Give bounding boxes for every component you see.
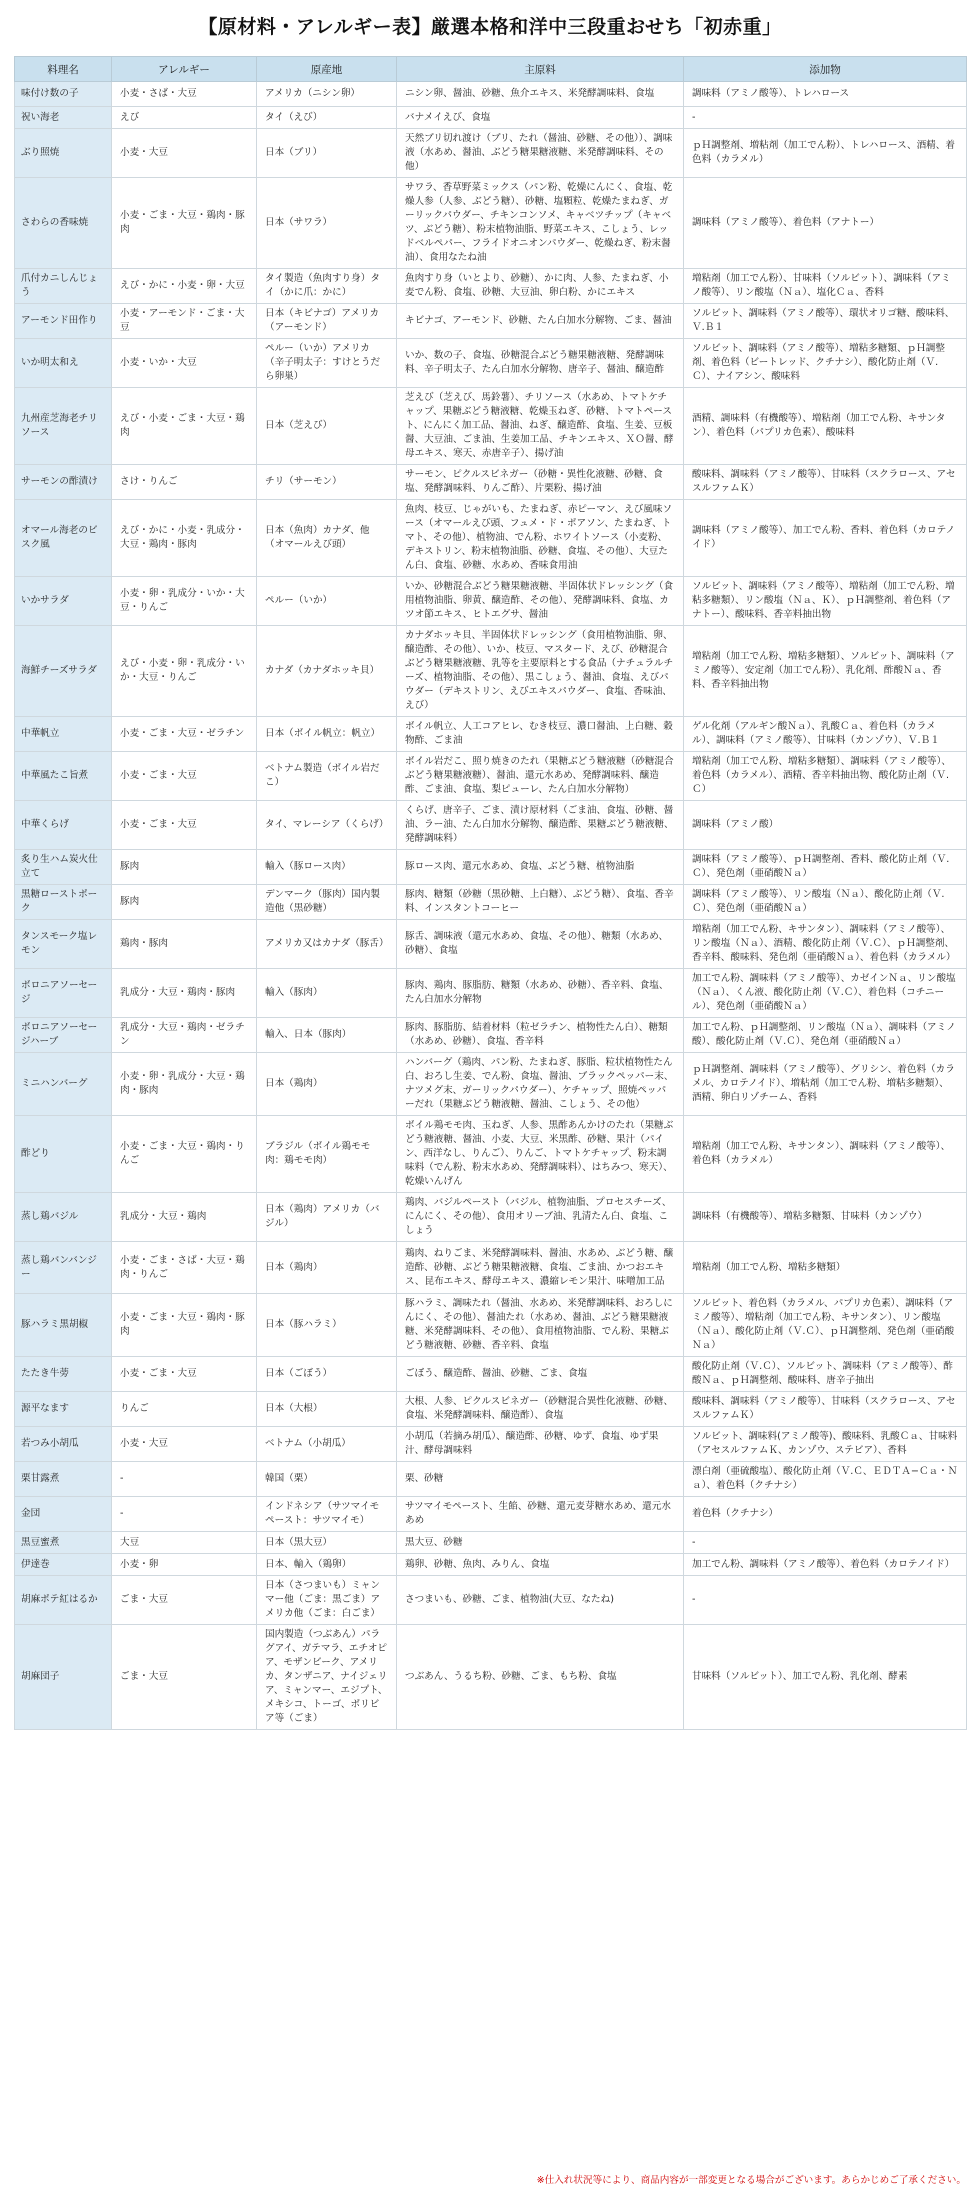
- dish-name-cell: 若つみ小胡瓜: [15, 1427, 112, 1462]
- additives-cell: 増粘剤（加工でん粉）、甘味料（ソルビット）、調味料（アミノ酸等）、リン酸塩（Ｎａ）、塩化Ｃａ、香料: [684, 269, 967, 304]
- origin-cell: タイ（えび）: [257, 107, 397, 129]
- allergen-table: [14, 56, 967, 1730]
- additives-cell: 調味料（有機酸等）、増粘多糖類、甘味料（カンゾウ）: [684, 1193, 967, 1242]
- additives-cell: 漂白剤（亜硫酸塩）、酸化防止剤（Ｖ.Ｃ、ＥＤＴＡ−Ｃａ・Ｎａ）、着色料（クチナシ）: [684, 1462, 967, 1497]
- header-additives: 添加物: [684, 57, 967, 82]
- origin-cell: ベトナム（小胡瓜）: [257, 1427, 397, 1462]
- main-ingredients-cell: 鶏卵、砂糖、魚肉、みりん、食塩: [397, 1554, 684, 1576]
- main-ingredients-cell: 鶏肉、ねりごま、米発酵調味料、醤油、水あめ、ぶどう糖、醸造酢、砂糖、ぶどう糖果糖液糖、食塩、ごま油、かつおエキス、昆布エキス、酵母エキス、濃縮レモン果汁、味噌加工品: [397, 1242, 684, 1294]
- origin-cell: タイ、マレーシア（くらげ）: [257, 801, 397, 850]
- disclaimer-note: ※仕入れ状況等により、商品内容が一部変更となる場合がございます。あらかじめご了承ください。: [536, 2175, 966, 2186]
- main-ingredients-cell: バナメイえび、食塩: [397, 107, 684, 129]
- origin-cell: 日本（ボイル帆立：帆立）: [257, 717, 397, 752]
- main-ingredients-cell: ボイル帆立、人工コアヒレ、むき枝豆、濃口醤油、上白糖、穀物酢、ごま油: [397, 717, 684, 752]
- allergy-cell: 小麦・大豆: [112, 129, 257, 178]
- additives-cell: 増粘剤（加工でん粉、キサンタン）、調味料（アミノ酸等）、リン酸塩（Ｎａ）、酒精、酸化防止剤（Ｖ.Ｃ）、ｐＨ調整剤、香辛料、酸味料、発色剤（亜硝酸Ｎａ）、着色料（カラメル）: [684, 920, 967, 969]
- main-ingredients-cell: ハンバーグ（鶏肉、パン粉、たまねぎ、豚脂、粒状植物性たん白、おろし生姜、でん粉、食塩、醤油、ブラックペッパー末、ナツメグ末、ガーリックパウダー）、ケチャップ、照焼ペッパーだれ（果糖ぶどう糖液糖、醤油、こしょう、その他）: [397, 1053, 684, 1116]
- origin-cell: ブラジル（ボイル鶏モモ肉：鶏モモ肉）: [257, 1116, 397, 1193]
- dish-name-cell: 蒸し鶏バンバンジー: [15, 1242, 112, 1294]
- origin-cell: 日本（豚ハラミ）: [257, 1294, 397, 1357]
- origin-cell: デンマーク（豚肉）国内製造他（黒砂糖）: [257, 885, 397, 920]
- origin-cell: 輸入（豚ロース肉）: [257, 850, 397, 885]
- main-ingredients-cell: いか、砂糖混合ぶどう糖果糖液糖、半固体状ドレッシング（食用植物油脂、卵黄、醸造酢、その他）、発酵調味料、食塩、カツオ節エキス、ヒトエグサ、醤油: [397, 577, 684, 626]
- table-row: [15, 1462, 967, 1497]
- table-row: [15, 129, 967, 178]
- table-row: [15, 1242, 967, 1294]
- additives-cell: -: [684, 1576, 967, 1625]
- additives-cell: 酸味料、調味料（アミノ酸等）、甘味料（スクラロース、アセスルファムＫ）: [684, 465, 967, 500]
- additives-cell: 加工でん粉、調味料（アミノ酸等）、着色料（カロテノイド）: [684, 1554, 967, 1576]
- dish-name-cell: 伊達巻: [15, 1554, 112, 1576]
- main-ingredients-cell: キビナゴ、アーモンド、砂糖、たん白加水分解物、ごま、醤油: [397, 304, 684, 339]
- main-ingredients-cell: サーモン、ピクルスビネガー（砂糖・異性化液糖、砂糖、食塩、発酵調味料、りんご酢）、片栗粉、揚げ油: [397, 465, 684, 500]
- allergy-cell: 乳成分・大豆・鶏肉: [112, 1193, 257, 1242]
- dish-name-cell: 金団: [15, 1497, 112, 1532]
- origin-cell: ペルー（いか）: [257, 577, 397, 626]
- main-ingredients-cell: 天然ブリ切れ渡け（ブリ、たれ（醤油、砂糖、その他））、調味液（水あめ、醤油、ぶどう糖果糖液糖、米発酵調味料、その他）: [397, 129, 684, 178]
- dish-name-cell: 祝い海老: [15, 107, 112, 129]
- additives-cell: 調味料（アミノ酸等）、トレハロース: [684, 82, 967, 107]
- origin-cell: 日本（鶏肉）: [257, 1242, 397, 1294]
- dish-name-cell: たたき牛蒡: [15, 1357, 112, 1392]
- dish-name-cell: 炙り生ハム炭火仕立て: [15, 850, 112, 885]
- origin-cell: 韓国（栗）: [257, 1462, 397, 1497]
- table-row: [15, 885, 967, 920]
- origin-cell: 日本（ブリ）: [257, 129, 397, 178]
- additives-cell: ｐＨ調整剤、調味料（アミノ酸等）、グリシン、着色料（カラメル、カロテノイド）、増粘剤（加工でん粉、増粘多糖類）、酒精、卵白リゾチーム、香料: [684, 1053, 967, 1116]
- additives-cell: 加工でん粉、調味料（アミノ酸等）、カゼインＮａ、リン酸塩（Ｎａ）、くん液、酸化防止剤（Ｖ.Ｃ）、着色料（コチニール）、発色剤（亜硝酸Ｎａ）: [684, 969, 967, 1018]
- origin-cell: ペルー（いか）アメリカ（辛子明太子：すけとうだら卵巣）: [257, 339, 397, 388]
- dish-name-cell: 胡麻団子: [15, 1625, 112, 1730]
- allergy-cell: 小麦・ごま・大豆・鶏肉・豚肉: [112, 1294, 257, 1357]
- allergy-cell: 小麦・卵・乳成分・大豆・鶏肉・豚肉: [112, 1053, 257, 1116]
- additives-cell: 調味料（アミノ酸等）、リン酸塩（Ｎａ）、酸化防止剤（Ｖ.Ｃ）、発色剤（亜硝酸Ｎａ）: [684, 885, 967, 920]
- additives-cell: ソルビット、調味料（アミノ酸等）、増粘剤（加工でん粉、増粘多糖類）、リン酸塩（Ｎａ、Ｋ）、ｐＨ調整剤、着色料（アナトー）、酸味料、香辛料抽出物: [684, 577, 967, 626]
- table-row: [15, 1116, 967, 1193]
- table-row: [15, 339, 967, 388]
- allergy-cell: 小麦・ごま・大豆: [112, 801, 257, 850]
- dish-name-cell: タンスモーク塩レモン: [15, 920, 112, 969]
- main-ingredients-cell: 豚ハラミ、調味たれ（醤油、水あめ、米発酵調味料、おろしにんにく、その他）、醤油たれ（水あめ、醤油、ぶどう糖果糖液糖、米発酵調味料、その他）、食用植物油脂、でん粉、果糖ぶどう糖液糖、砂糖、香辛料、食塩: [397, 1294, 684, 1357]
- additives-cell: ゲル化剤（アルギン酸Ｎａ）、乳酸Ｃａ、着色料（カラメル）、調味料（アミノ酸等）、甘味料（カンゾウ）、Ｖ.Ｂ１: [684, 717, 967, 752]
- allergy-cell: 小麦・いか・大豆: [112, 339, 257, 388]
- dish-name-cell: 豚ハラミ黒胡椒: [15, 1294, 112, 1357]
- table-row: [15, 304, 967, 339]
- header-row: [15, 57, 967, 82]
- dish-name-cell: 黒糖ローストポーク: [15, 885, 112, 920]
- table-row: [15, 107, 967, 129]
- origin-cell: 日本（芝えび）: [257, 388, 397, 465]
- dish-name-cell: さわらの香味焼: [15, 178, 112, 269]
- allergy-cell: えび: [112, 107, 257, 129]
- main-ingredients-cell: 鶏肉、バジルペースト（バジル、植物油脂、プロセスチーズ、にんにく、その他）、食用オリーブ油、乳清たん白、食塩、こしょう: [397, 1193, 684, 1242]
- allergy-cell: えび・小麦・ごま・大豆・鶏肉: [112, 388, 257, 465]
- additives-cell: 調味料（アミノ酸）: [684, 801, 967, 850]
- allergy-cell: 豚肉: [112, 850, 257, 885]
- main-ingredients-cell: 黒大豆、砂糖: [397, 1532, 684, 1554]
- allergy-cell: -: [112, 1497, 257, 1532]
- table-row: [15, 850, 967, 885]
- allergy-cell: -: [112, 1462, 257, 1497]
- allergy-cell: 小麦・アーモンド・ごま・大豆: [112, 304, 257, 339]
- main-ingredients-cell: ニシン卵、醤油、砂糖、魚介エキス、米発酵調味料、食塩: [397, 82, 684, 107]
- origin-cell: 日本（大根）: [257, 1392, 397, 1427]
- origin-cell: アメリカ又はカナダ（豚舌）: [257, 920, 397, 969]
- header-dish-name: 料理名: [15, 57, 112, 82]
- additives-cell: ソルビット、着色料（カラメル、パプリカ色素）、調味料（アミノ酸等）、増粘剤（加工でん粉、キサンタン）、リン酸塩（Ｎａ）、酸化防止剤（Ｖ.Ｃ）、ｐＨ調整剤、発色剤（亜硝酸Ｎａ）: [684, 1294, 967, 1357]
- allergy-cell: えび・かに・小麦・卵・大豆: [112, 269, 257, 304]
- dish-name-cell: 黒豆蜜煮: [15, 1532, 112, 1554]
- table-row: [15, 1532, 967, 1554]
- dish-name-cell: 味付け数の子: [15, 82, 112, 107]
- dish-name-cell: 胡麻ポテ紅はるか: [15, 1576, 112, 1625]
- additives-cell: 酸化防止剤（Ｖ.Ｃ）、ソルビット、調味料（アミノ酸等）、酢酸Ｎａ、ｐＨ調整剤、酸味料、唐辛子抽出: [684, 1357, 967, 1392]
- additives-cell: 酸味料、調味料（アミノ酸等）、甘味料（スクラロース、アセスルファムＫ）: [684, 1392, 967, 1427]
- main-ingredients-cell: 魚肉すり身（いとより、砂糖）、かに肉、人参、たまねぎ、小麦でん粉、食塩、砂糖、大豆油、卵白粉、かにエキス: [397, 269, 684, 304]
- dish-name-cell: 栗甘露煮: [15, 1462, 112, 1497]
- dish-name-cell: ぶり照焼: [15, 129, 112, 178]
- additives-cell: 甘味料（ソルビット）、加工でん粉、乳化剤、酵素: [684, 1625, 967, 1730]
- allergy-cell: 小麦・大豆: [112, 1427, 257, 1462]
- origin-cell: 日本（黒大豆）: [257, 1532, 397, 1554]
- allergy-cell: 小麦・ごま・大豆: [112, 1357, 257, 1392]
- allergy-cell: 乳成分・大豆・鶏肉・ゼラチン: [112, 1018, 257, 1053]
- table-row: [15, 1357, 967, 1392]
- table-row: [15, 178, 967, 269]
- main-ingredients-cell: 豚肉、糖類（砂糖（黒砂糖、上白糖）、ぶどう糖）、食塩、香辛料、インスタントコーヒー: [397, 885, 684, 920]
- main-ingredients-cell: 魚肉、枝豆、じゃがいも、たまねぎ、赤ピーマン、えび風味ソース（オマールえび頭、フュメ・ド・ポアソン、たまねぎ、トマト、その他）、植物油、でん粉、ホワイトソース（小麦粉、デキストリン、粉末植物油脂、砂糖、食塩、その他）、大豆たん白、食塩、砂糖、水あめ、香味食用油: [397, 500, 684, 577]
- main-ingredients-cell: さつまいも、砂糖、ごま、植物油(大豆、なたね): [397, 1576, 684, 1625]
- origin-cell: 日本（鶏肉）アメリカ（バジル）: [257, 1193, 397, 1242]
- allergy-cell: ごま・大豆: [112, 1625, 257, 1730]
- allergy-cell: 大豆: [112, 1532, 257, 1554]
- dish-name-cell: ボロニアソーセージハーブ: [15, 1018, 112, 1053]
- additives-cell: ソルビット、調味料（アミノ酸等）、増粘多糖類、ｐＨ調整剤、着色料（ビートレッド、クチナシ）、酸化防止剤（Ｖ.Ｃ）、ナイアシン、酸味料: [684, 339, 967, 388]
- table-row: [15, 1554, 967, 1576]
- dish-name-cell: オマール海老のビスク風: [15, 500, 112, 577]
- page-title: 【原材料・アレルギー表】厳選本格和洋中三段重おせち「初赤重」: [198, 16, 782, 38]
- origin-cell: ベトナム製造（ボイル岩だこ）: [257, 752, 397, 801]
- table-row: [15, 1625, 967, 1730]
- header-origin: 原産地: [257, 57, 397, 82]
- main-ingredients-cell: 豚肉、豚脂肪、結着材料（粒ゼラチン、植物性たん白）、糖類（水あめ、砂糖）、食塩、香辛料: [397, 1018, 684, 1053]
- main-ingredients-cell: 芝えび（芝えび、馬鈴薯）、チリソース（水あめ、トマトケチャップ、果糖ぶどう糖液糖、乾燥玉ねぎ、砂糖、トマトペースト、にんにく加工品、醤油、ねぎ、醸造酢、食塩、生姜、豆板醤、大豆油、ごま油、生姜加工品、チキンエキス、ＸＯ醤、酵母エキス、寒天、赤唐辛子）、揚げ油: [397, 388, 684, 465]
- origin-cell: インドネシア（サツマイモペースト：サツマイモ）: [257, 1497, 397, 1532]
- main-ingredients-cell: ごぼう、醸造酢、醤油、砂糖、ごま、食塩: [397, 1357, 684, 1392]
- allergy-cell: 鶏肉・豚肉: [112, 920, 257, 969]
- origin-cell: 日本（キビナゴ）アメリカ（アーモンド）: [257, 304, 397, 339]
- table-row: [15, 577, 967, 626]
- origin-cell: カナダ（カナダホッキ貝）: [257, 626, 397, 717]
- dish-name-cell: いか明太和え: [15, 339, 112, 388]
- table-row: [15, 1053, 967, 1116]
- additives-cell: 増粘剤（加工でん粉、増粘多糖類）、ソルビット、調味料（アミノ酸等）、安定剤（加工でん粉）、乳化剤、酢酸Ｎａ、香料、香辛料抽出物: [684, 626, 967, 717]
- additives-cell: 増粘剤（加工でん粉、キサンタン）、調味料（アミノ酸等）、着色料（カラメル）: [684, 1116, 967, 1193]
- allergy-cell: えび・小麦・卵・乳成分・いか・大豆・りんご: [112, 626, 257, 717]
- origin-cell: 日本、輸入（鶏卵）: [257, 1554, 397, 1576]
- origin-cell: 日本（さつまいも）ミャンマー他（ごま：黒ごま）アメリカ他（ごま：白ごま）: [257, 1576, 397, 1625]
- allergy-cell: 小麦・さば・大豆: [112, 82, 257, 107]
- allergy-cell: さけ・りんご: [112, 465, 257, 500]
- table-row: [15, 920, 967, 969]
- table-row: [15, 1497, 967, 1532]
- dish-name-cell: 酢どり: [15, 1116, 112, 1193]
- dish-name-cell: ミニハンバーグ: [15, 1053, 112, 1116]
- main-ingredients-cell: ボイル鶏モモ肉、玉ねぎ、人参、黒酢あんかけのたれ（果糖ぶどう糖液糖、醤油、小麦、大豆、米黒酢、砂糖、果汁（パイン、西洋なし、りんご）、りんご、トマトケチャップ、粉末調味料（でん粉、粉末水あめ、発酵調味料）、はちみつ、寒天）、乾燥いんげん: [397, 1116, 684, 1193]
- main-ingredients-cell: 栗、砂糖: [397, 1462, 684, 1497]
- origin-cell: 国内製造（つぶあん）パラグアイ、ガテマラ、エチオピア、モザンビーク、アメリカ、タンザニア、ナイジェリア、ミャンマー、エジプト、メキシコ、トーゴ、ボリビア等（ごま）: [257, 1625, 397, 1730]
- additives-cell: 調味料（アミノ酸等）、ｐＨ調整剤、香料、酸化防止剤（Ｖ.Ｃ）、発色剤（亜硝酸Ｎａ）: [684, 850, 967, 885]
- main-ingredients-cell: サツマイモペースト、生餡、砂糖、還元麦芽糖水あめ、還元水あめ: [397, 1497, 684, 1532]
- table-row: [15, 626, 967, 717]
- additives-cell: 調味料（アミノ酸等）、加工でん粉、香料、着色料（カロテノイド）: [684, 500, 967, 577]
- table-row: [15, 465, 967, 500]
- allergy-cell: えび・かに・小麦・乳成分・大豆・鶏肉・豚肉: [112, 500, 257, 577]
- dish-name-cell: 中華風たこ旨煮: [15, 752, 112, 801]
- allergy-cell: 小麦・ごま・大豆・ゼラチン: [112, 717, 257, 752]
- origin-cell: 日本（鶏肉）: [257, 1053, 397, 1116]
- main-ingredients-cell: 豚ロース肉、還元水あめ、食塩、ぶどう糖、植物油脂: [397, 850, 684, 885]
- dish-name-cell: アーモンド田作り: [15, 304, 112, 339]
- additives-cell: 酒精、調味料（有機酸等）、増粘剤（加工でん粉、キサンタン）、着色料（パプリカ色素）、酸味料: [684, 388, 967, 465]
- table-row: [15, 269, 967, 304]
- allergy-cell: 小麦・卵・乳成分・いか・大豆・りんご: [112, 577, 257, 626]
- origin-cell: 日本（ごぼう）: [257, 1357, 397, 1392]
- dish-name-cell: 中華くらげ: [15, 801, 112, 850]
- main-ingredients-cell: 小胡瓜（若摘み胡瓜）、醸造酢、砂糖、ゆず、食塩、ゆず果汁、酵母調味料: [397, 1427, 684, 1462]
- table-row: [15, 969, 967, 1018]
- dish-name-cell: 海鮮チーズサラダ: [15, 626, 112, 717]
- main-ingredients-cell: 大根、人参、ピクルスビネガー（砂糖混合異性化液糖、砂糖、食塩、米発酵調味料、醸造酢）、食塩: [397, 1392, 684, 1427]
- main-ingredients-cell: つぶあん、うるち粉、砂糖、ごま、もち粉、食塩: [397, 1625, 684, 1730]
- table-row: [15, 717, 967, 752]
- allergy-cell: 乳成分・大豆・鶏肉・豚肉: [112, 969, 257, 1018]
- additives-cell: -: [684, 1532, 967, 1554]
- table-row: [15, 1427, 967, 1462]
- table-header: [15, 57, 967, 82]
- origin-cell: 輸入（豚肉）: [257, 969, 397, 1018]
- allergy-cell: 豚肉: [112, 885, 257, 920]
- header-main-ingredients: 主原料: [397, 57, 684, 82]
- table-row: [15, 1392, 967, 1427]
- additives-cell: ｐＨ調整剤、増粘剤（加工でん粉）、トレハロース、酒精、着色料（カラメル）: [684, 129, 967, 178]
- additives-cell: 調味料（アミノ酸等）、着色料（アナトー）: [684, 178, 967, 269]
- table-row: [15, 752, 967, 801]
- dish-name-cell: 蒸し鶏バジル: [15, 1193, 112, 1242]
- dish-name-cell: 中華帆立: [15, 717, 112, 752]
- additives-cell: 増粘剤（加工でん粉、増粘多糖類）、調味料（アミノ酸等）、着色料（カラメル）、酒精、香辛料抽出物、酸化防止剤（Ｖ.Ｃ）: [684, 752, 967, 801]
- main-ingredients-cell: くらげ、唐辛子、ごま、漬け原材料（ごま油、食塩、砂糖、醤油、ラー油、たん白加水分解物、醸造酢、果糖ぶどう糖液糖、発酵調味料）: [397, 801, 684, 850]
- allergy-cell: ごま・大豆: [112, 1576, 257, 1625]
- dish-name-cell: いかサラダ: [15, 577, 112, 626]
- dish-name-cell: 源平なます: [15, 1392, 112, 1427]
- origin-cell: 日本（サワラ）: [257, 178, 397, 269]
- allergy-cell: 小麦・ごま・大豆・鶏肉・豚肉: [112, 178, 257, 269]
- origin-cell: アメリカ（ニシン卵）: [257, 82, 397, 107]
- table-row: [15, 1294, 967, 1357]
- table-row: [15, 1193, 967, 1242]
- allergy-cell: りんご: [112, 1392, 257, 1427]
- origin-cell: タイ製造（魚肉すり身）タイ（かに爪：かに）: [257, 269, 397, 304]
- origin-cell: チリ（サーモン）: [257, 465, 397, 500]
- additives-cell: 増粘剤（加工でん粉、増粘多糖類）: [684, 1242, 967, 1294]
- header-allergy: アレルギー: [112, 57, 257, 82]
- dish-name-cell: 九州産芝海老チリソース: [15, 388, 112, 465]
- allergy-cell: 小麦・ごま・さば・大豆・鶏肉・りんご: [112, 1242, 257, 1294]
- table-row: [15, 388, 967, 465]
- main-ingredients-cell: 豚舌、調味液（還元水あめ、食塩、その他）、糖類（水あめ、砂糖）、食塩: [397, 920, 684, 969]
- origin-cell: 日本（魚肉）カナダ、他（オマールえび頭）: [257, 500, 397, 577]
- table-row: [15, 1018, 967, 1053]
- main-ingredients-cell: 豚肉、鶏肉、豚脂肪、糖類（水あめ、砂糖）、香辛料、食塩、たん白加水分解物: [397, 969, 684, 1018]
- origin-cell: 輸入、日本（豚肉）: [257, 1018, 397, 1053]
- table-row: [15, 1576, 967, 1625]
- dish-name-cell: サーモンの酢漬け: [15, 465, 112, 500]
- allergy-cell: 小麦・卵: [112, 1554, 257, 1576]
- dish-name-cell: 爪付カニしんじょう: [15, 269, 112, 304]
- main-ingredients-cell: いか、数の子、食塩、砂糖混合ぶどう糖果糖液糖、発酵調味料、辛子明太子、たん白加水分解物、唐辛子、醤油、醸造酢: [397, 339, 684, 388]
- additives-cell: ソルビット、調味料（アミノ酸等）、環状オリゴ糖、酸味料、Ｖ.Ｂ１: [684, 304, 967, 339]
- table-row: [15, 801, 967, 850]
- main-ingredients-cell: ボイル岩だこ、照り焼きのたれ（果糖ぶどう糖液糖（砂糖混合ぶどう糖果糖液糖）、醤油、還元水あめ、発酵調味料、醸造酢、ごま油、食塩、梨ピューレ、たん白加水分解物）: [397, 752, 684, 801]
- additives-cell: ソルビット、調味料(アミノ酸等)、酸味料、乳酸Ｃａ、甘味料（アセスルファムＫ、カンゾウ、ステビア）、香料: [684, 1427, 967, 1462]
- allergy-cell: 小麦・ごま・大豆: [112, 752, 257, 801]
- table-row: [15, 82, 967, 107]
- additives-cell: -: [684, 107, 967, 129]
- allergy-cell: 小麦・ごま・大豆・鶏肉・りんご: [112, 1116, 257, 1193]
- dish-name-cell: ボロニアソーセージ: [15, 969, 112, 1018]
- main-ingredients-cell: サワラ、香草野菜ミックス（パン粉、乾燥にんにく、食塩、乾燥人参（人参、ぶどう糖）、砂糖、塩顆粒、乾燥たまねぎ、ガーリックパウダー、チキンコンソメ、キャベツチップ（キャベツ、ぶどう糖）、粉末植物油脂、野菜エキス、こしょう、レッドベルペパー、フライドオニオンパウダー、乾燥ねぎ、粉末醤油）、食用なたね油: [397, 178, 684, 269]
- additives-cell: 加工でん粉、ｐＨ調整剤、リン酸塩（Ｎａ）、調味料（アミノ酸）、酸化防止剤（Ｖ.Ｃ）、発色剤（亜硝酸Ｎａ）: [684, 1018, 967, 1053]
- table-body: [15, 82, 967, 1730]
- main-ingredients-cell: カナダホッキ貝、半固体状ドレッシング（食用植物油脂、卵、醸造酢、その他）、いか、枝豆、マスタード、えび、砂糖混合ぶどう糖果糖液糖、乳等を主要原料とする食品（ナチュラルチーズ、植物油脂、その他）、黒こしょう、醤油、食塩、えびパウダー（デキストリン、えびエキスパウダー、食塩、香味油、えび）: [397, 626, 684, 717]
- additives-cell: 着色料（クチナシ）: [684, 1497, 967, 1532]
- table-row: [15, 500, 967, 577]
